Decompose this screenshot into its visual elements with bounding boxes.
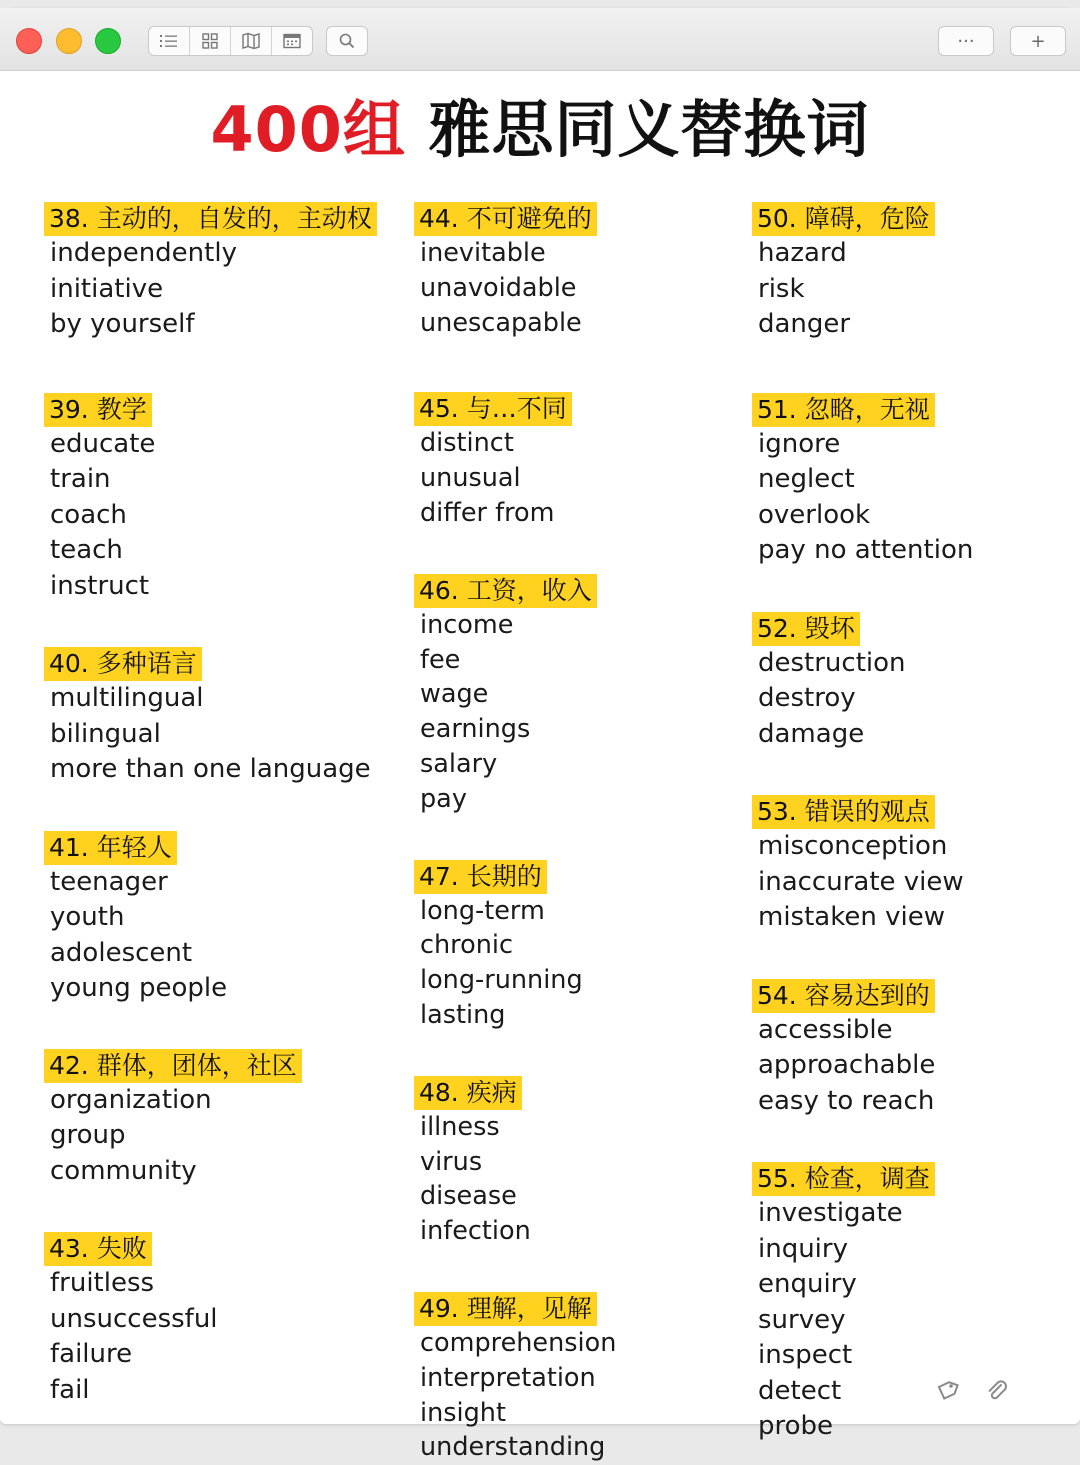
more-icon: ···	[957, 30, 975, 52]
synonym-group	[752, 612, 973, 753]
synonym-word: bilingual	[50, 718, 161, 749]
calendar-view-button[interactable]	[272, 27, 312, 55]
synonym-word: investigate	[758, 1198, 903, 1228]
group-header: 44. 不可避免的	[414, 202, 597, 236]
zoom-window-button[interactable]	[95, 28, 121, 54]
synonym-word: insight	[420, 1397, 506, 1428]
map-view-button[interactable]	[231, 27, 272, 55]
synonym-word: chronic	[420, 930, 513, 961]
minimize-window-button[interactable]	[56, 28, 82, 54]
group-header: 55. 检查，调查	[752, 1162, 935, 1196]
synonym-word: group	[50, 1120, 126, 1150]
group-header: 40. 多种语言	[44, 647, 202, 681]
synonym-group	[414, 392, 616, 530]
synonym-word: neglect	[758, 464, 855, 494]
list-view-button[interactable]	[149, 27, 190, 55]
synonym-word: unsuccessful	[50, 1303, 218, 1334]
synonym-word: damage	[758, 718, 865, 749]
synonym-word: probe	[758, 1411, 834, 1441]
group-header: 42. 群体，团体，社区	[44, 1049, 302, 1083]
group-header: 43. 失败	[44, 1232, 152, 1266]
synonym-word: inspect	[758, 1340, 853, 1370]
synonym-word: failure	[50, 1339, 133, 1369]
group-header: 52. 毁坏	[752, 612, 860, 646]
synonym-group	[44, 1232, 377, 1408]
app-window	[0, 8, 1080, 1463]
synonym-word: teenager	[50, 866, 168, 897]
more-button[interactable]	[938, 26, 994, 56]
synonym-word: pay no attention	[758, 535, 974, 565]
synonym-group	[752, 393, 973, 569]
synonym-word: unescapable	[420, 307, 582, 338]
column-right	[752, 202, 973, 1445]
synonym-word: train	[50, 464, 111, 494]
synonym-group	[44, 1049, 377, 1190]
group-header: 41. 年轻人	[44, 831, 177, 865]
synonym-group	[752, 202, 973, 343]
synonym-word: instruct	[50, 570, 150, 601]
synonym-word: by yourself	[50, 309, 195, 339]
synonym-word: distinct	[420, 428, 514, 459]
map-icon	[241, 32, 261, 50]
synonym-word: misconception	[758, 831, 948, 861]
calendar-icon	[282, 32, 302, 50]
synonym-word: destroy	[758, 683, 856, 713]
synonym-word: pay	[420, 783, 467, 814]
synonym-word: ignore	[758, 428, 841, 459]
group-header: 50. 障碍，危险	[752, 202, 935, 236]
close-window-button[interactable]	[16, 28, 42, 54]
synonym-word: unavoidable	[420, 272, 577, 303]
synonym-word: adolescent	[50, 937, 193, 968]
list-icon	[159, 33, 179, 49]
synonym-word: accessible	[758, 1014, 893, 1045]
synonym-group	[414, 202, 616, 340]
synonym-group	[752, 979, 973, 1120]
group-header: 38. 主动的，自发的，主动权	[44, 202, 377, 236]
synonym-word: easy to reach	[758, 1085, 935, 1116]
plus-icon: +	[1030, 30, 1046, 52]
synonym-group	[44, 393, 377, 605]
note-content	[0, 70, 1080, 1463]
search-icon	[338, 32, 356, 50]
synonym-word: illness	[420, 1111, 500, 1142]
synonym-word: fruitless	[50, 1268, 155, 1298]
synonym-word: more than one language	[50, 754, 371, 784]
synonym-word: disease	[420, 1181, 517, 1212]
synonym-word: independently	[50, 238, 237, 268]
synonym-group	[414, 1076, 616, 1249]
synonym-word: income	[420, 609, 514, 640]
synonym-group	[44, 647, 377, 788]
add-button[interactable]	[1010, 26, 1066, 56]
synonym-word: salary	[420, 748, 498, 779]
synonym-word: approachable	[758, 1050, 936, 1080]
synonym-word: differ from	[420, 497, 555, 528]
synonym-group	[414, 860, 616, 1033]
column-middle	[414, 202, 616, 1465]
synonym-word: initiative	[50, 273, 164, 304]
synonym-word: comprehension	[420, 1327, 617, 1358]
group-header: 39. 教学	[44, 393, 152, 427]
synonym-word: destruction	[758, 647, 906, 678]
synonym-word: community	[50, 1155, 197, 1186]
title-text: 雅思同义替换词	[405, 93, 870, 166]
group-header: 46. 工资，收入	[414, 574, 597, 608]
synonym-group	[414, 574, 616, 817]
synonym-word: coach	[50, 499, 127, 530]
title-number: 400组	[210, 93, 406, 166]
page-title	[0, 90, 1080, 170]
group-header: 51. 忽略，无视	[752, 393, 935, 427]
synonym-word: young people	[50, 973, 228, 1003]
synonym-word: detect	[758, 1375, 842, 1406]
synonym-word: inaccurate view	[758, 866, 964, 897]
synonym-word: organization	[50, 1084, 212, 1115]
synonym-word: inevitable	[420, 238, 546, 268]
synonym-word: lasting	[420, 999, 506, 1030]
synonym-word: survey	[758, 1304, 846, 1335]
synonym-word: wage	[420, 679, 489, 710]
synonym-group	[44, 831, 377, 1007]
synonym-word: enquiry	[758, 1269, 857, 1299]
grid-view-button[interactable]	[190, 27, 231, 55]
synonym-word: teach	[50, 535, 123, 565]
synonym-word: long-running	[420, 965, 583, 996]
group-header: 54. 容易达到的	[752, 979, 935, 1013]
group-header: 49. 理解，见解	[414, 1292, 597, 1326]
synonym-word: hazard	[758, 238, 847, 268]
group-header: 47. 长期的	[414, 860, 547, 894]
synonym-group	[752, 795, 973, 936]
synonym-word: danger	[758, 309, 851, 339]
synonym-word: earnings	[420, 714, 531, 745]
synonym-word: unusual	[420, 463, 521, 494]
synonym-word: educate	[50, 428, 156, 459]
grid-icon	[201, 32, 219, 50]
group-header: 45. 与…不同	[414, 392, 572, 426]
synonym-group	[414, 1292, 616, 1465]
group-header: 53. 错误的观点	[752, 795, 935, 829]
search-button[interactable]	[326, 26, 368, 56]
synonym-word: fee	[420, 644, 461, 675]
tag-icon[interactable]	[934, 1378, 960, 1404]
view-switcher	[148, 26, 313, 56]
synonym-word: overlook	[758, 499, 871, 530]
group-header: 48. 疾病	[414, 1076, 522, 1110]
synonym-word: interpretation	[420, 1362, 596, 1393]
synonym-word: youth	[50, 902, 125, 932]
attachment-icon[interactable]	[984, 1378, 1010, 1404]
synonym-word: long-term	[420, 895, 545, 926]
synonym-word: fail	[50, 1374, 90, 1405]
column-left	[44, 202, 377, 1408]
synonym-word: infection	[420, 1216, 531, 1247]
synonym-group	[44, 202, 377, 343]
synonym-word: risk	[758, 273, 805, 304]
title-bar	[0, 8, 1080, 71]
synonym-word: inquiry	[758, 1233, 848, 1264]
synonym-word: understanding	[420, 1432, 606, 1463]
synonym-word: multilingual	[50, 683, 204, 713]
synonym-word: virus	[420, 1146, 483, 1177]
synonym-word: mistaken view	[758, 902, 945, 932]
